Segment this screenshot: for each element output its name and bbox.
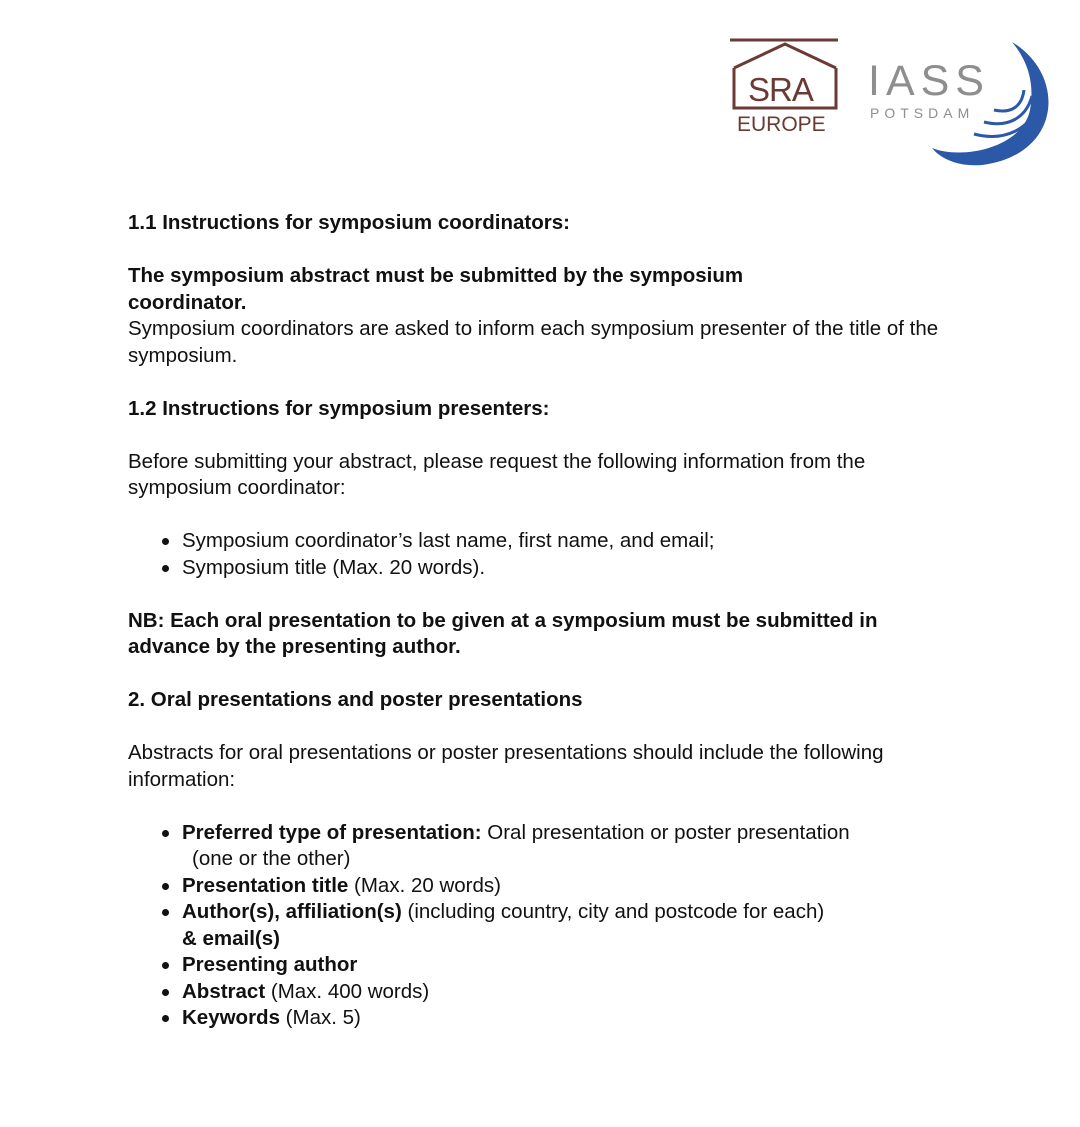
iass-logo-text: IASS [868, 57, 990, 105]
item-text: Oral presentation or poster presentation [481, 820, 850, 844]
abstract-requirements-list [128, 820, 948, 1032]
item-continuation: (one or the other) [192, 847, 351, 870]
iass-logo-subtext: POTSDAM [870, 105, 975, 121]
item-label: Keywords [182, 1006, 280, 1029]
list-item [162, 820, 948, 873]
sra-europe-logo [730, 38, 840, 136]
iass-potsdam-logo [862, 30, 1062, 170]
section-1-2-intro: Before submitting your abstract, please request the following information from the symposium coordinator: [128, 449, 866, 499]
list-item [162, 873, 948, 900]
item-text: (Max. 20 words) [348, 873, 501, 897]
section-1-2-heading: 1.2 Instructions for symposium presenters: [128, 396, 550, 420]
list-item [162, 899, 948, 952]
item-label: Preferred type of presentation: [182, 820, 482, 844]
section-2-intro: Abstracts for oral presentations or poster presentations should include the following information: [128, 741, 884, 791]
list-item [162, 979, 948, 1006]
item-label: Author(s), affiliation(s) [182, 900, 402, 923]
section-2-heading: 2. Oral presentations and poster presentations [128, 688, 583, 711]
sra-logo-subtext: EUROPE [737, 113, 826, 136]
list-item [162, 952, 948, 979]
document-body [128, 210, 948, 1032]
list-item [162, 1005, 948, 1032]
sra-logo-text: SRA [748, 71, 813, 108]
list-item: Symposium coordinator’s last name, first name, and email; [162, 528, 948, 555]
section-1-1-text: Symposium coordinators are asked to inform each symposium presenter of the title of the symposium. [128, 317, 939, 367]
coordinator-info-list [128, 528, 948, 581]
section-1-1-bold-note: The symposium abstract must be submitted by the symposium coordinator. [128, 264, 744, 314]
item-continuation: & email(s) [182, 926, 280, 950]
item-text: (including country, city and postcode for each) [401, 900, 825, 923]
item-text: (Max. 5) [279, 1006, 361, 1029]
header-logos [730, 30, 1070, 175]
nb-note: NB: Each oral presentation to be given at a symposium must be submitted in advance by the presenting author. [128, 608, 878, 658]
item-text: (Max. 400 words) [265, 979, 430, 1003]
item-label: Presentation title [182, 873, 349, 897]
item-label: Abstract [182, 979, 266, 1003]
list-item: Symposium title (Max. 20 words). [162, 555, 948, 582]
item-label: Presenting author [182, 953, 358, 976]
section-1-1-heading: 1.1 Instructions for symposium coordinators: [128, 211, 570, 234]
